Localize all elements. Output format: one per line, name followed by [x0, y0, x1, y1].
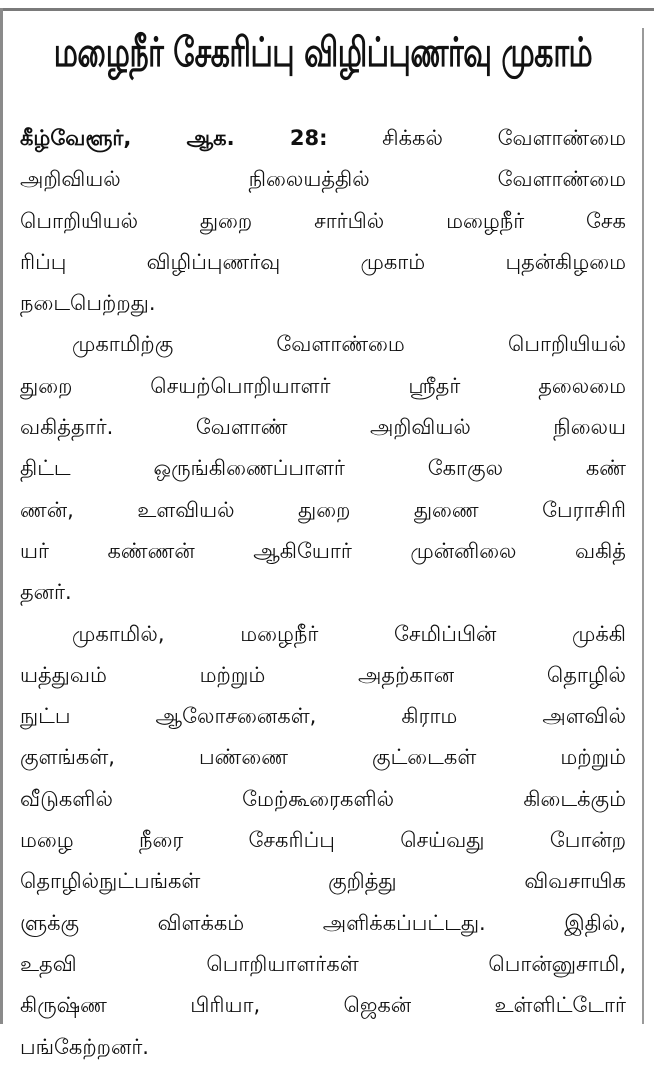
dateline: கீழ்வேளூர், ஆக. 28: [20, 126, 328, 150]
text-line: பொறியியல் துறை சார்பில் மழைநீர் சேக [20, 208, 626, 233]
paragraph-2 [20, 324, 626, 613]
paragraph-3 [20, 614, 626, 1068]
paragraph-1 [20, 118, 626, 324]
article-body [20, 118, 626, 1068]
right-border-rule [642, 28, 644, 1024]
text-line: முகாமிற்கு வேளாண்மை பொறியியல் [72, 332, 626, 357]
text-line: மழை நீரை சேகரிப்பு செய்வது போன்ற [20, 828, 626, 853]
article [20, 24, 626, 1059]
text-line: அறிவியல் நிலையத்தில் வேளாண்மை [20, 167, 626, 192]
text-line: உதவி பொறியாளர்கள் பொன்னுசாமி, [20, 951, 626, 976]
text-line: திட்ட ஒருங்கிணைப்பாளர் கோகுல கண் [20, 456, 626, 481]
text-line: ரிப்பு விழிப்புணர்வு முகாம் புதன்கிழமை [20, 249, 626, 274]
article-headline: மழைநீர் சேகரிப்பு விழிப்புணர்வு முகாம் [53, 29, 593, 77]
text-line: யத்துவம் மற்றும் அதற்கான தொழில் [20, 662, 626, 687]
text-line: தொழில்நுட்பங்கள் குறித்து விவசாயிக [20, 869, 626, 894]
text-line: பங்கேற்றனர். [20, 1034, 149, 1059]
text-line: ணன், உளவியல் துறை துணை பேராசிரி [20, 497, 626, 522]
text-line: யர் கண்ணன் ஆகியோர் முன்னிலை வகித் [20, 538, 626, 563]
text-line: வகித்தார். வேளாண் அறிவியல் நிலைய [20, 415, 626, 440]
text-line: குளங்கள், பண்ணை குட்டைகள் மற்றும் [20, 745, 626, 770]
text-line [20, 118, 626, 159]
text-line: கிருஷ்ண பிரியா, ஜெகன் உள்ளிட்டோர் [20, 993, 626, 1018]
text-line-rest: சிக்கல் வேளாண்மை [327, 126, 626, 150]
text-line: நடைபெற்றது. [20, 291, 156, 316]
left-border-rule [0, 8, 3, 1024]
text-line: முகாமில், மழைநீர் சேமிப்பின் முக்கி [72, 621, 626, 646]
text-line: வீடுகளில் மேற்கூரைகளில் கிடைக்கும் [20, 786, 626, 811]
text-line: நுட்ப ஆலோசனைகள், கிராம அளவில் [20, 704, 626, 729]
text-line: தனர். [20, 580, 72, 605]
text-line: துறை செயற்பொறியாளர் ஸ்ரீதர் தலைமை [20, 373, 626, 398]
text-line: ளுக்கு விளக்கம் அளிக்கப்பட்டது. இதில், [20, 910, 626, 935]
top-border-rule [0, 8, 654, 11]
